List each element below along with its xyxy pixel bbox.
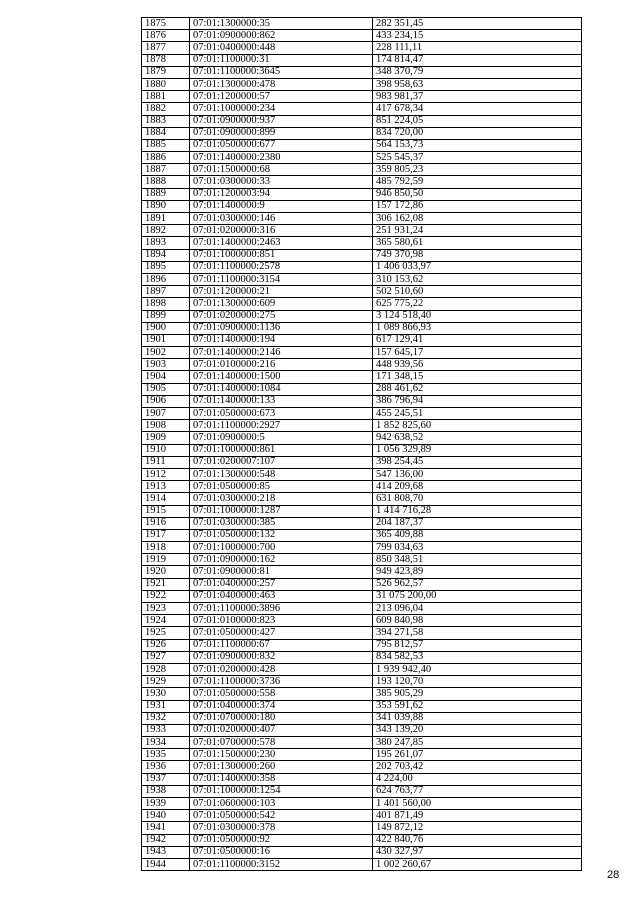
row-number-cell: 1927 bbox=[142, 651, 190, 663]
table-row bbox=[142, 30, 582, 42]
cadastral-number-cell: 07:01:1100000:31 bbox=[190, 54, 373, 66]
row-number-cell: 1882 bbox=[142, 103, 190, 115]
cadastral-value-cell: 949 423,89 bbox=[373, 566, 582, 578]
row-number-cell: 1909 bbox=[142, 432, 190, 444]
cadastral-value-cell: 251 931,24 bbox=[373, 225, 582, 237]
cadastral-number-cell: 07:01:0500000:677 bbox=[190, 139, 373, 151]
cadastral-number-cell: 07:01:1200003:94 bbox=[190, 188, 373, 200]
cadastral-number-cell: 07:01:1100000:3152 bbox=[190, 858, 373, 870]
table-row bbox=[142, 139, 582, 151]
cadastral-number-cell: 07:01:0300000:146 bbox=[190, 213, 373, 225]
cadastral-number-cell: 07:01:1400000:133 bbox=[190, 395, 373, 407]
row-number-cell: 1944 bbox=[142, 858, 190, 870]
row-number-cell: 1905 bbox=[142, 383, 190, 395]
cadastral-value-cell: 795 812,57 bbox=[373, 639, 582, 651]
table-row bbox=[142, 468, 582, 480]
cadastral-value-cell: 401 871,49 bbox=[373, 810, 582, 822]
row-number-cell: 1929 bbox=[142, 676, 190, 688]
cadastral-number-cell: 07:01:0300000:33 bbox=[190, 176, 373, 188]
cadastral-number-cell: 07:01:0900000:81 bbox=[190, 566, 373, 578]
cadastral-number-cell: 07:01:0900000:937 bbox=[190, 115, 373, 127]
table-row bbox=[142, 688, 582, 700]
cadastral-number-cell: 07:01:0400000:257 bbox=[190, 578, 373, 590]
cadastral-value-cell: 547 136,00 bbox=[373, 468, 582, 480]
table-row bbox=[142, 737, 582, 749]
table-row bbox=[142, 493, 582, 505]
cadastral-number-cell: 07:01:1000000:1254 bbox=[190, 785, 373, 797]
row-number-cell: 1900 bbox=[142, 322, 190, 334]
table-row bbox=[142, 456, 582, 468]
row-number-cell: 1943 bbox=[142, 846, 190, 858]
row-number-cell: 1875 bbox=[142, 18, 190, 30]
cadastral-value-cell: 398 254,45 bbox=[373, 456, 582, 468]
row-number-cell: 1940 bbox=[142, 810, 190, 822]
cadastral-number-cell: 07:01:0900000:1136 bbox=[190, 322, 373, 334]
cadastral-number-cell: 07:01:1100000:3645 bbox=[190, 66, 373, 78]
cadastral-value-cell: 834 720,00 bbox=[373, 127, 582, 139]
row-number-cell: 1938 bbox=[142, 785, 190, 797]
cadastral-value-cell: 202 703,42 bbox=[373, 761, 582, 773]
row-number-cell: 1876 bbox=[142, 30, 190, 42]
row-number-cell: 1893 bbox=[142, 237, 190, 249]
cadastral-number-cell: 07:01:0500000:673 bbox=[190, 408, 373, 420]
cadastral-number-cell: 07:01:0600000:103 bbox=[190, 798, 373, 810]
row-number-cell: 1888 bbox=[142, 176, 190, 188]
row-number-cell: 1932 bbox=[142, 712, 190, 724]
cadastral-number-cell: 07:01:1000000:234 bbox=[190, 103, 373, 115]
cadastral-number-cell: 07:01:0100000:216 bbox=[190, 359, 373, 371]
cadastral-value-cell: 195 261,07 bbox=[373, 749, 582, 761]
cadastral-value-cell: 282 351,45 bbox=[373, 18, 582, 30]
row-number-cell: 1894 bbox=[142, 249, 190, 261]
table-row bbox=[142, 773, 582, 785]
cadastral-number-cell: 07:01:0300000:378 bbox=[190, 822, 373, 834]
cadastral-value-cell: 617 129,41 bbox=[373, 334, 582, 346]
cadastral-number-cell: 07:01:1300000:548 bbox=[190, 468, 373, 480]
table-row bbox=[142, 249, 582, 261]
cadastral-value-cell: 359 805,23 bbox=[373, 164, 582, 176]
cadastral-number-cell: 07:01:0300000:385 bbox=[190, 517, 373, 529]
cadastral-value-cell: 171 348,15 bbox=[373, 371, 582, 383]
row-number-cell: 1880 bbox=[142, 78, 190, 90]
table-row bbox=[142, 481, 582, 493]
cadastral-number-cell: 07:01:1300000:609 bbox=[190, 298, 373, 310]
cadastral-number-cell: 07:01:0200000:428 bbox=[190, 663, 373, 675]
cadastral-number-cell: 07:01:1500000:230 bbox=[190, 749, 373, 761]
row-number-cell: 1881 bbox=[142, 91, 190, 103]
row-number-cell: 1926 bbox=[142, 639, 190, 651]
table-row bbox=[142, 432, 582, 444]
cadastral-number-cell: 07:01:0700000:578 bbox=[190, 737, 373, 749]
row-number-cell: 1892 bbox=[142, 225, 190, 237]
cadastral-number-cell: 07:01:1500000:68 bbox=[190, 164, 373, 176]
cadastral-number-cell: 07:01:1100000:3736 bbox=[190, 676, 373, 688]
table-row bbox=[142, 42, 582, 54]
cadastral-value-cell: 609 840,98 bbox=[373, 615, 582, 627]
table-row bbox=[142, 810, 582, 822]
row-number-cell: 1911 bbox=[142, 456, 190, 468]
row-number-cell: 1878 bbox=[142, 54, 190, 66]
cadastral-number-cell: 07:01:1000000:1287 bbox=[190, 505, 373, 517]
cadastral-value-table bbox=[141, 17, 582, 871]
table-row bbox=[142, 834, 582, 846]
table-row bbox=[142, 749, 582, 761]
row-number-cell: 1942 bbox=[142, 834, 190, 846]
table-row bbox=[142, 554, 582, 566]
row-number-cell: 1895 bbox=[142, 261, 190, 273]
cadastral-value-cell: 631 808,70 bbox=[373, 493, 582, 505]
cadastral-value-cell: 3 124 518,40 bbox=[373, 310, 582, 322]
cadastral-value-cell: 834 582,53 bbox=[373, 651, 582, 663]
row-number-cell: 1919 bbox=[142, 554, 190, 566]
row-number-cell: 1933 bbox=[142, 724, 190, 736]
table-row bbox=[142, 66, 582, 78]
cadastral-value-cell: 433 234,15 bbox=[373, 30, 582, 42]
cadastral-value-cell: 485 792,59 bbox=[373, 176, 582, 188]
row-number-cell: 1890 bbox=[142, 200, 190, 212]
cadastral-value-cell: 394 271,58 bbox=[373, 627, 582, 639]
table-row bbox=[142, 286, 582, 298]
cadastral-number-cell: 07:01:1300000:478 bbox=[190, 78, 373, 90]
table-body bbox=[142, 18, 582, 871]
table-row bbox=[142, 724, 582, 736]
row-number-cell: 1923 bbox=[142, 603, 190, 615]
row-number-cell: 1902 bbox=[142, 347, 190, 359]
cadastral-number-cell: 07:01:0500000:16 bbox=[190, 846, 373, 858]
cadastral-number-cell: 07:01:1400000:194 bbox=[190, 334, 373, 346]
cadastral-number-cell: 07:01:1000000:851 bbox=[190, 249, 373, 261]
cadastral-value-cell: 193 120,70 bbox=[373, 676, 582, 688]
cadastral-number-cell: 07:01:1100000:3896 bbox=[190, 603, 373, 615]
table-row bbox=[142, 700, 582, 712]
cadastral-number-cell: 07:01:0400000:374 bbox=[190, 700, 373, 712]
cadastral-value-cell: 983 981,37 bbox=[373, 91, 582, 103]
table-row bbox=[142, 529, 582, 541]
cadastral-value-cell: 353 591,62 bbox=[373, 700, 582, 712]
table-row bbox=[142, 627, 582, 639]
cadastral-value-cell: 385 905,29 bbox=[373, 688, 582, 700]
cadastral-number-cell: 07:01:0500000:85 bbox=[190, 481, 373, 493]
row-number-cell: 1939 bbox=[142, 798, 190, 810]
cadastral-number-cell: 07:01:0200007:107 bbox=[190, 456, 373, 468]
table-row bbox=[142, 578, 582, 590]
row-number-cell: 1921 bbox=[142, 578, 190, 590]
table-row bbox=[142, 359, 582, 371]
cadastral-number-cell: 07:01:0200000:407 bbox=[190, 724, 373, 736]
table-row bbox=[142, 273, 582, 285]
cadastral-number-cell: 07:01:1000000:861 bbox=[190, 444, 373, 456]
cadastral-number-cell: 07:01:0900000:832 bbox=[190, 651, 373, 663]
cadastral-number-cell: 07:01:1300000:35 bbox=[190, 18, 373, 30]
row-number-cell: 1928 bbox=[142, 663, 190, 675]
row-number-cell: 1912 bbox=[142, 468, 190, 480]
cadastral-value-cell: 380 247,85 bbox=[373, 737, 582, 749]
cadastral-value-cell: 157 172,86 bbox=[373, 200, 582, 212]
row-number-cell: 1937 bbox=[142, 773, 190, 785]
cadastral-number-cell: 07:01:0700000:180 bbox=[190, 712, 373, 724]
table-row bbox=[142, 127, 582, 139]
row-number-cell: 1941 bbox=[142, 822, 190, 834]
row-number-cell: 1920 bbox=[142, 566, 190, 578]
cadastral-value-cell: 1 414 716,28 bbox=[373, 505, 582, 517]
table-row bbox=[142, 103, 582, 115]
cadastral-number-cell: 07:01:0500000:558 bbox=[190, 688, 373, 700]
row-number-cell: 1901 bbox=[142, 334, 190, 346]
row-number-cell: 1906 bbox=[142, 395, 190, 407]
table-row bbox=[142, 164, 582, 176]
cadastral-number-cell: 07:01:0900000:862 bbox=[190, 30, 373, 42]
cadastral-number-cell: 07:01:0500000:92 bbox=[190, 834, 373, 846]
table-row bbox=[142, 566, 582, 578]
cadastral-number-cell: 07:01:1400000:2380 bbox=[190, 152, 373, 164]
row-number-cell: 1899 bbox=[142, 310, 190, 322]
row-number-cell: 1897 bbox=[142, 286, 190, 298]
table-row bbox=[142, 542, 582, 554]
row-number-cell: 1916 bbox=[142, 517, 190, 529]
cadastral-value-cell: 422 840,76 bbox=[373, 834, 582, 846]
row-number-cell: 1877 bbox=[142, 42, 190, 54]
cadastral-value-cell: 414 209,68 bbox=[373, 481, 582, 493]
table-row bbox=[142, 54, 582, 66]
cadastral-value-cell: 502 510,60 bbox=[373, 286, 582, 298]
cadastral-number-cell: 07:01:1200000:21 bbox=[190, 286, 373, 298]
row-number-cell: 1884 bbox=[142, 127, 190, 139]
table-row bbox=[142, 420, 582, 432]
table-row bbox=[142, 798, 582, 810]
cadastral-value-cell: 799 034,63 bbox=[373, 542, 582, 554]
cadastral-number-cell: 07:01:0500000:542 bbox=[190, 810, 373, 822]
cadastral-value-cell: 749 370,98 bbox=[373, 249, 582, 261]
table-row bbox=[142, 444, 582, 456]
table-row bbox=[142, 517, 582, 529]
row-number-cell: 1907 bbox=[142, 408, 190, 420]
table-row bbox=[142, 298, 582, 310]
table-row bbox=[142, 663, 582, 675]
table-row bbox=[142, 408, 582, 420]
table-row bbox=[142, 505, 582, 517]
table-row bbox=[142, 639, 582, 651]
cadastral-value-cell: 174 814,47 bbox=[373, 54, 582, 66]
cadastral-number-cell: 07:01:1400000:358 bbox=[190, 773, 373, 785]
cadastral-number-cell: 07:01:1100000:2927 bbox=[190, 420, 373, 432]
cadastral-value-cell: 525 545,37 bbox=[373, 152, 582, 164]
cadastral-number-cell: 07:01:0400000:448 bbox=[190, 42, 373, 54]
cadastral-number-cell: 07:01:1100000:2578 bbox=[190, 261, 373, 273]
cadastral-value-cell: 1 056 329,89 bbox=[373, 444, 582, 456]
table-row bbox=[142, 310, 582, 322]
table-row bbox=[142, 395, 582, 407]
cadastral-value-cell: 1 401 560,00 bbox=[373, 798, 582, 810]
cadastral-value-cell: 149 872,12 bbox=[373, 822, 582, 834]
row-number-cell: 1891 bbox=[142, 213, 190, 225]
cadastral-number-cell: 07:01:1100000:67 bbox=[190, 639, 373, 651]
cadastral-value-cell: 288 461,62 bbox=[373, 383, 582, 395]
row-number-cell: 1883 bbox=[142, 115, 190, 127]
cadastral-value-cell: 310 153,62 bbox=[373, 273, 582, 285]
table-row bbox=[142, 858, 582, 870]
page-number: 28 bbox=[607, 869, 620, 881]
cadastral-value-cell: 564 153,73 bbox=[373, 139, 582, 151]
cadastral-value-cell: 343 139,20 bbox=[373, 724, 582, 736]
cadastral-number-cell: 07:01:0900000:5 bbox=[190, 432, 373, 444]
cadastral-value-cell: 850 348,51 bbox=[373, 554, 582, 566]
cadastral-value-cell: 4 224,00 bbox=[373, 773, 582, 785]
table-row bbox=[142, 237, 582, 249]
table-row bbox=[142, 615, 582, 627]
row-number-cell: 1931 bbox=[142, 700, 190, 712]
cadastral-number-cell: 07:01:0300000:218 bbox=[190, 493, 373, 505]
cadastral-number-cell: 07:01:1400000:2463 bbox=[190, 237, 373, 249]
table-row bbox=[142, 761, 582, 773]
cadastral-value-cell: 365 580,61 bbox=[373, 237, 582, 249]
cadastral-number-cell: 07:01:1400000:1084 bbox=[190, 383, 373, 395]
row-number-cell: 1924 bbox=[142, 615, 190, 627]
cadastral-number-cell: 07:01:0200000:316 bbox=[190, 225, 373, 237]
cadastral-value-cell: 348 370,79 bbox=[373, 66, 582, 78]
cadastral-value-cell: 341 039,88 bbox=[373, 712, 582, 724]
row-number-cell: 1903 bbox=[142, 359, 190, 371]
table-row bbox=[142, 188, 582, 200]
table-row bbox=[142, 347, 582, 359]
cadastral-number-cell: 07:01:1300000:260 bbox=[190, 761, 373, 773]
table-row bbox=[142, 152, 582, 164]
cadastral-value-cell: 398 958,63 bbox=[373, 78, 582, 90]
cadastral-value-cell: 213 096,04 bbox=[373, 603, 582, 615]
row-number-cell: 1913 bbox=[142, 481, 190, 493]
table-row bbox=[142, 712, 582, 724]
row-number-cell: 1930 bbox=[142, 688, 190, 700]
row-number-cell: 1918 bbox=[142, 542, 190, 554]
row-number-cell: 1879 bbox=[142, 66, 190, 78]
table-row bbox=[142, 200, 582, 212]
cadastral-number-cell: 07:01:0500000:427 bbox=[190, 627, 373, 639]
cadastral-value-cell: 851 224,05 bbox=[373, 115, 582, 127]
table-row bbox=[142, 371, 582, 383]
cadastral-value-cell: 365 409,88 bbox=[373, 529, 582, 541]
table-row bbox=[142, 846, 582, 858]
cadastral-number-cell: 07:01:1400000:9 bbox=[190, 200, 373, 212]
cadastral-number-cell: 07:01:0400000:463 bbox=[190, 590, 373, 602]
cadastral-value-cell: 1 852 825,60 bbox=[373, 420, 582, 432]
table-row bbox=[142, 651, 582, 663]
row-number-cell: 1914 bbox=[142, 493, 190, 505]
cadastral-number-cell: 07:01:0900000:162 bbox=[190, 554, 373, 566]
row-number-cell: 1936 bbox=[142, 761, 190, 773]
cadastral-number-cell: 07:01:0200000:275 bbox=[190, 310, 373, 322]
table-row bbox=[142, 603, 582, 615]
cadastral-number-cell: 07:01:0100000:823 bbox=[190, 615, 373, 627]
cadastral-number-cell: 07:01:0900000:899 bbox=[190, 127, 373, 139]
table-row bbox=[142, 822, 582, 834]
table-row bbox=[142, 334, 582, 346]
table-row bbox=[142, 78, 582, 90]
table-row bbox=[142, 176, 582, 188]
row-number-cell: 1934 bbox=[142, 737, 190, 749]
cadastral-number-cell: 07:01:1000000:700 bbox=[190, 542, 373, 554]
row-number-cell: 1917 bbox=[142, 529, 190, 541]
table-row bbox=[142, 213, 582, 225]
row-number-cell: 1887 bbox=[142, 164, 190, 176]
cadastral-value-cell: 306 162,08 bbox=[373, 213, 582, 225]
cadastral-number-cell: 07:01:1100000:3154 bbox=[190, 273, 373, 285]
cadastral-value-cell: 448 939,56 bbox=[373, 359, 582, 371]
cadastral-value-cell: 526 962,57 bbox=[373, 578, 582, 590]
cadastral-value-cell: 430 327,97 bbox=[373, 846, 582, 858]
cadastral-value-cell: 946 850,50 bbox=[373, 188, 582, 200]
row-number-cell: 1915 bbox=[142, 505, 190, 517]
cadastral-value-cell: 417 678,34 bbox=[373, 103, 582, 115]
table-row bbox=[142, 322, 582, 334]
row-number-cell: 1908 bbox=[142, 420, 190, 432]
row-number-cell: 1898 bbox=[142, 298, 190, 310]
table-row bbox=[142, 383, 582, 395]
cadastral-number-cell: 07:01:1400000:1500 bbox=[190, 371, 373, 383]
table-row bbox=[142, 785, 582, 797]
cadastral-value-cell: 386 796,94 bbox=[373, 395, 582, 407]
row-number-cell: 1885 bbox=[142, 139, 190, 151]
cadastral-number-cell: 07:01:1400000:2146 bbox=[190, 347, 373, 359]
table-row bbox=[142, 18, 582, 30]
table-row bbox=[142, 115, 582, 127]
cadastral-value-cell: 624 763,77 bbox=[373, 785, 582, 797]
table-row bbox=[142, 261, 582, 273]
cadastral-value-cell: 31 075 200,00 bbox=[373, 590, 582, 602]
cadastral-value-cell: 455 245,51 bbox=[373, 408, 582, 420]
cadastral-value-cell: 228 111,11 bbox=[373, 42, 582, 54]
row-number-cell: 1889 bbox=[142, 188, 190, 200]
cadastral-number-cell: 07:01:1200000:57 bbox=[190, 91, 373, 103]
row-number-cell: 1925 bbox=[142, 627, 190, 639]
row-number-cell: 1935 bbox=[142, 749, 190, 761]
row-number-cell: 1910 bbox=[142, 444, 190, 456]
cadastral-value-cell: 1 406 033,97 bbox=[373, 261, 582, 273]
row-number-cell: 1904 bbox=[142, 371, 190, 383]
cadastral-value-cell: 1 089 866,93 bbox=[373, 322, 582, 334]
table-row bbox=[142, 676, 582, 688]
cadastral-value-cell: 1 939 942,40 bbox=[373, 663, 582, 675]
row-number-cell: 1922 bbox=[142, 590, 190, 602]
cadastral-number-cell: 07:01:0500000:132 bbox=[190, 529, 373, 541]
cadastral-value-cell: 625 775,22 bbox=[373, 298, 582, 310]
cadastral-value-cell: 157 645,17 bbox=[373, 347, 582, 359]
table-row bbox=[142, 225, 582, 237]
cadastral-value-cell: 1 002 260,67 bbox=[373, 858, 582, 870]
cadastral-value-cell: 204 187,37 bbox=[373, 517, 582, 529]
row-number-cell: 1886 bbox=[142, 152, 190, 164]
table-row bbox=[142, 590, 582, 602]
cadastral-value-cell: 942 638,52 bbox=[373, 432, 582, 444]
row-number-cell: 1896 bbox=[142, 273, 190, 285]
table-row bbox=[142, 91, 582, 103]
